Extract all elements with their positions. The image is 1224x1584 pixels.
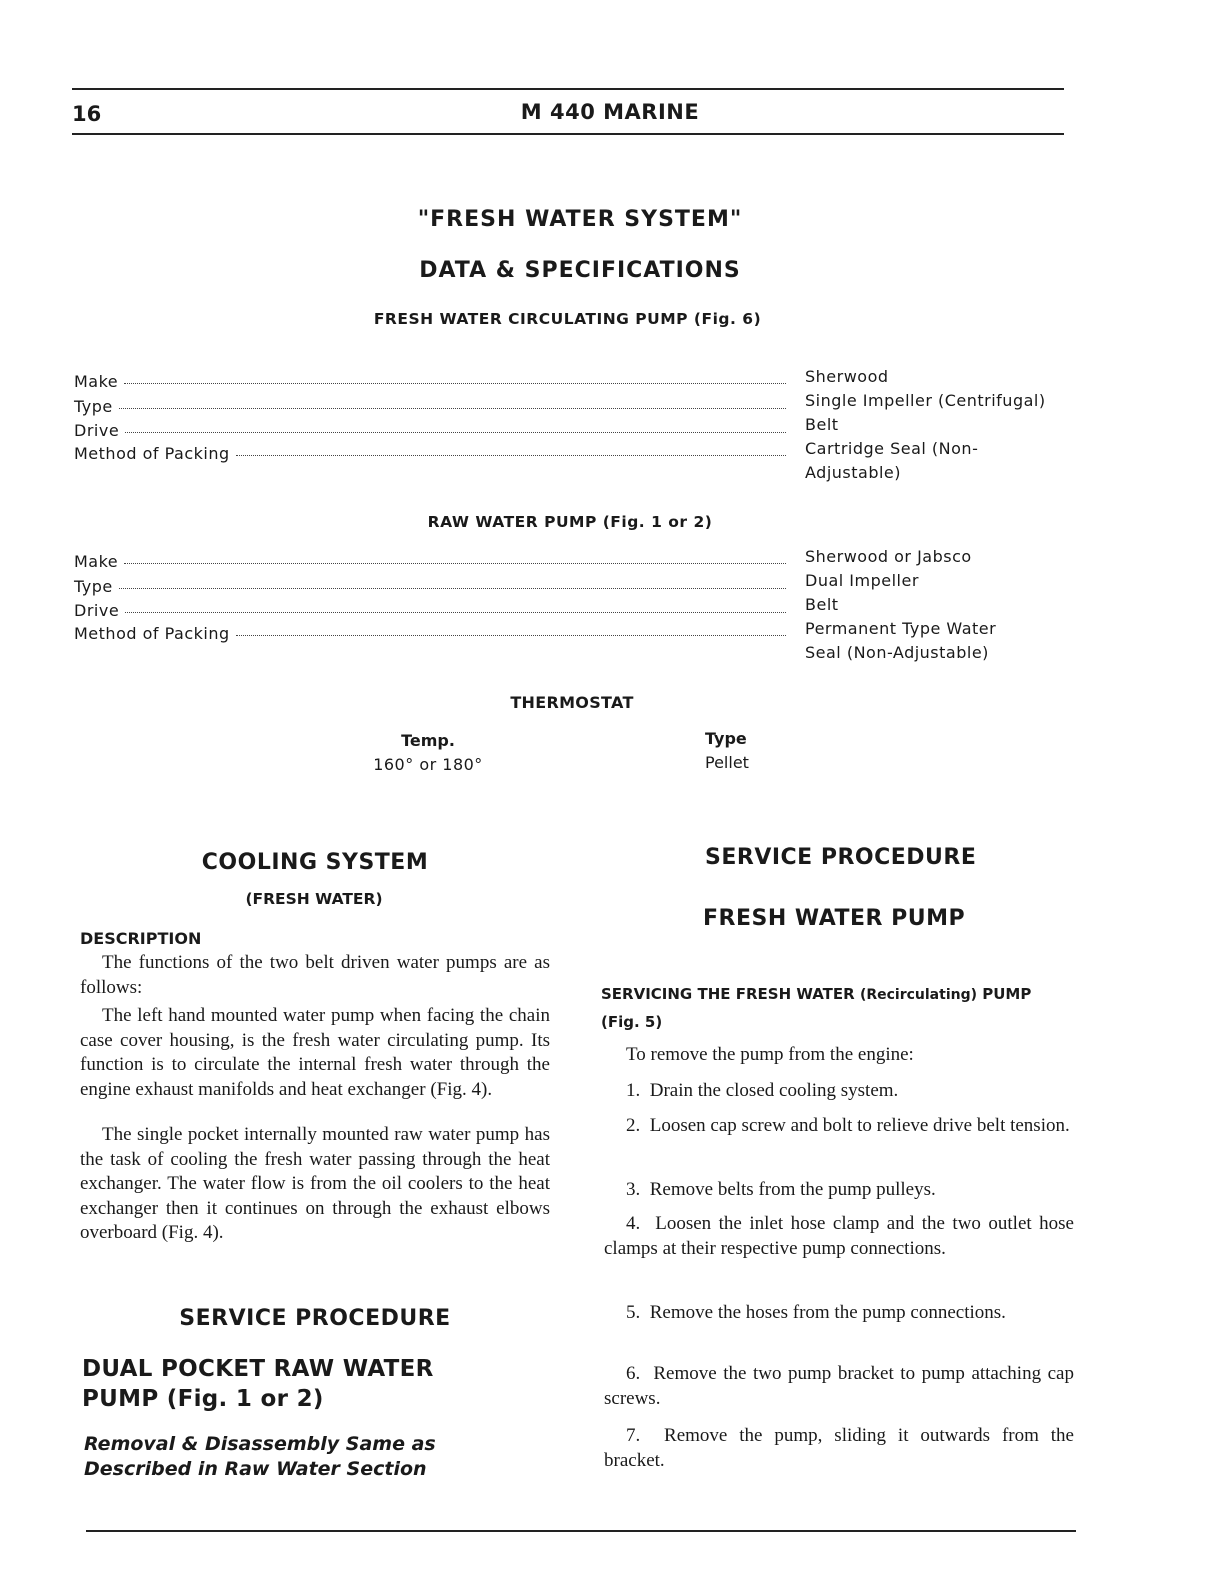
removal-step bbox=[604, 1362, 1079, 1411]
spec-label: Method of Packing bbox=[74, 624, 230, 643]
removal-step bbox=[604, 1301, 1074, 1326]
servicing-heading-part: (Recirculating) bbox=[859, 987, 978, 1003]
spec-label: Drive bbox=[74, 421, 120, 440]
servicing-heading-part: PUMP bbox=[982, 985, 1032, 1003]
servicing-heading bbox=[601, 985, 1031, 1003]
fresh-spec-value: Sherwood bbox=[805, 367, 889, 386]
spec-label: Method of Packing bbox=[74, 444, 230, 463]
dual-pump-heading-line2: PUMP (Fig. 1 or 2) bbox=[82, 1386, 324, 1412]
dual-pump-heading-line1: DUAL POCKET RAW WATER bbox=[82, 1356, 434, 1382]
doc-subtitle: DATA & SPECIFICATIONS bbox=[419, 258, 741, 283]
raw-spec-packing bbox=[74, 624, 786, 648]
removal-step bbox=[604, 1079, 1074, 1104]
raw-spec-value: Sherwood or Jabsco bbox=[805, 547, 972, 566]
raw-spec-make bbox=[74, 552, 786, 576]
left-paragraph bbox=[80, 951, 550, 1000]
page-number: 16 bbox=[72, 102, 102, 126]
left-paragraph bbox=[80, 1123, 550, 1246]
fresh-water-pump-heading: FRESH WATER PUMP bbox=[703, 906, 966, 931]
step-text: 6. Remove the two pump bracket to pump attaching cap screws. bbox=[604, 1363, 1079, 1409]
paragraph-text: The functions of the two belt driven water pumps are as follows: bbox=[80, 952, 550, 998]
removal-intro bbox=[604, 1043, 1074, 1068]
fresh-spec-value: Cartridge Seal (Non- bbox=[805, 439, 979, 458]
step-text: 7. Remove the pump, sliding it outwards from the bracket. bbox=[604, 1425, 1079, 1471]
step-text: 2. Loosen cap screw and bolt to relieve drive belt tension. bbox=[626, 1115, 1070, 1136]
raw-spec-type bbox=[74, 577, 786, 601]
paragraph-text: The left hand mounted water pump when facing the chain case cover housing, is the fresh water circulating pump. Its function is to circulate the internal fresh water through the engine exhaust manifolds and heat exchanger (Fig. 4). bbox=[80, 1005, 550, 1100]
thermostat-temp-value: 160° or 180° bbox=[373, 755, 483, 774]
raw-spec-value: Dual Impeller bbox=[805, 571, 919, 590]
step-text: 3. Remove belts from the pump pulleys. bbox=[626, 1179, 936, 1200]
thermostat-type-label: Type bbox=[705, 729, 747, 748]
removal-step bbox=[604, 1114, 1074, 1139]
cooling-system-heading: COOLING SYSTEM bbox=[201, 850, 429, 875]
spec-label: Type bbox=[74, 397, 113, 416]
cooling-system-subheading: (FRESH WATER) bbox=[245, 890, 383, 908]
thermostat-type-value: Pellet bbox=[705, 753, 749, 772]
left-service-heading: SERVICE PROCEDURE bbox=[179, 1306, 451, 1331]
spec-label: Make bbox=[74, 372, 119, 391]
header-bottom-rule bbox=[72, 133, 1064, 135]
raw-spec-value: Permanent Type Water bbox=[805, 619, 997, 638]
spec-label: Make bbox=[74, 552, 119, 571]
removal-step bbox=[604, 1212, 1079, 1261]
fresh-spec-packing bbox=[74, 444, 786, 468]
fresh-spec-make bbox=[74, 372, 786, 396]
thermostat-temp-label: Temp. bbox=[401, 731, 455, 750]
header-top-rule bbox=[72, 88, 1064, 90]
fresh-spec-value: Belt bbox=[805, 415, 839, 434]
removal-note-line2: Described in Raw Water Section bbox=[84, 1458, 427, 1480]
servicing-fig-ref: (Fig. 5) bbox=[601, 1013, 663, 1031]
fresh-spec-type bbox=[74, 397, 786, 421]
step-text: 5. Remove the hoses from the pump connections. bbox=[626, 1302, 1006, 1323]
fresh-spec-value: Single Impeller (Centrifugal) bbox=[805, 391, 1046, 410]
footer-rule bbox=[86, 1530, 1076, 1532]
raw-spec-value: Seal (Non-Adjustable) bbox=[805, 643, 989, 662]
raw-spec-drive bbox=[74, 601, 786, 625]
description-label: DESCRIPTION bbox=[80, 929, 202, 948]
paragraph-text: To remove the pump from the engine: bbox=[626, 1044, 914, 1065]
removal-step bbox=[604, 1178, 1074, 1203]
right-service-heading: SERVICE PROCEDURE bbox=[705, 845, 977, 870]
spec-label: Type bbox=[74, 577, 113, 596]
step-text: 1. Drain the closed cooling system. bbox=[626, 1080, 899, 1101]
fresh-spec-drive bbox=[74, 421, 786, 445]
fresh-pump-heading: FRESH WATER CIRCULATING PUMP (Fig. 6) bbox=[373, 310, 762, 328]
spec-label: Drive bbox=[74, 601, 120, 620]
removal-note-line1: Removal & Disassembly Same as bbox=[84, 1433, 436, 1455]
fresh-spec-value: Adjustable) bbox=[805, 463, 902, 482]
paragraph-text: The single pocket internally mounted raw water pump has the task of cooling the fresh water passing through the heat exchanger. The water flow is from the oil coolers to the heat exchanger then it continues on through the exhaust elbows overboard (Fig. 4). bbox=[80, 1124, 550, 1243]
raw-pump-heading: RAW WATER PUMP (Fig. 1 or 2) bbox=[427, 513, 713, 531]
raw-spec-value: Belt bbox=[805, 595, 839, 614]
running-title: M 440 MARINE bbox=[520, 100, 700, 124]
step-text: 4. Loosen the inlet hose clamp and the two outlet hose clamps at their respective pump connections. bbox=[604, 1213, 1079, 1259]
left-paragraph bbox=[80, 1004, 550, 1102]
servicing-heading-part: SERVICING THE FRESH WATER bbox=[601, 985, 855, 1003]
thermostat-heading: THERMOSTAT bbox=[510, 693, 634, 712]
removal-step bbox=[604, 1424, 1079, 1473]
doc-title: "FRESH WATER SYSTEM" bbox=[417, 207, 743, 232]
